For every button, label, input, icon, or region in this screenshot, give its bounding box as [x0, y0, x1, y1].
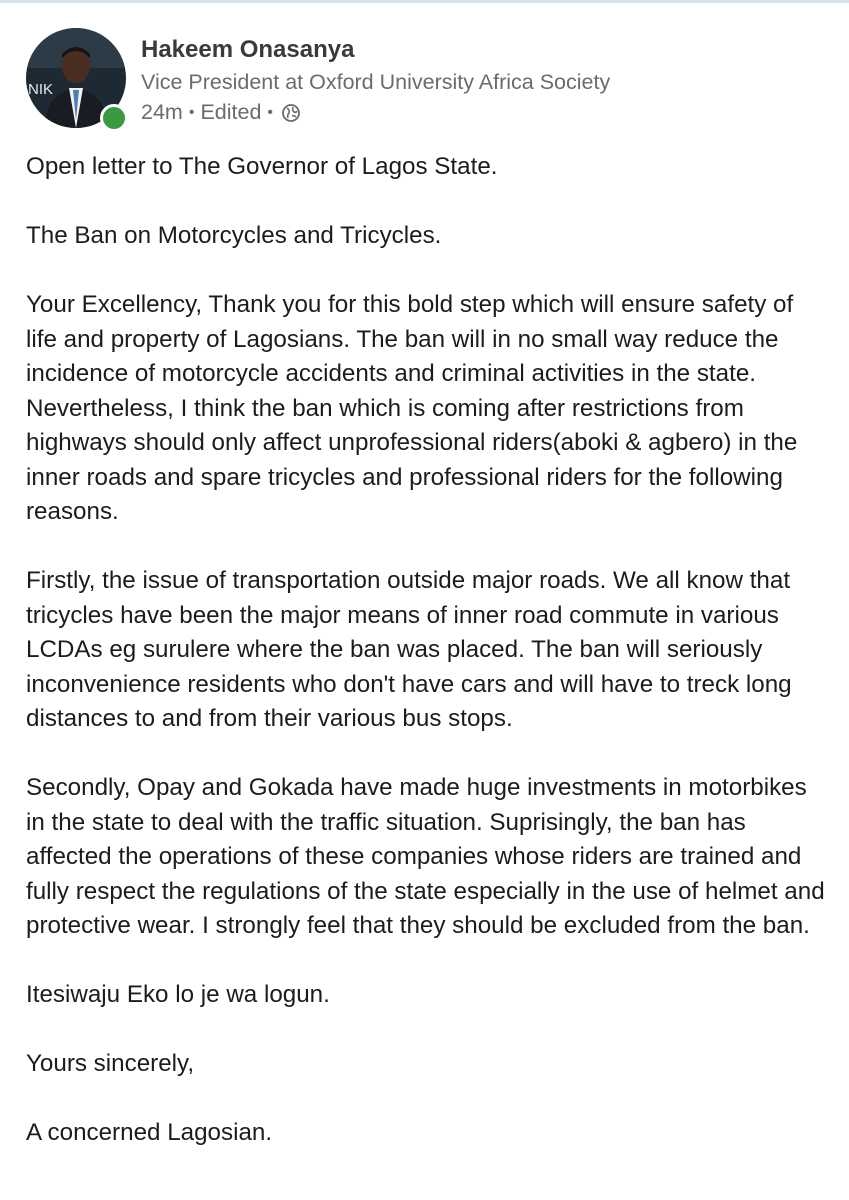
- edited-label: Edited: [200, 100, 262, 124]
- post-paragraph: The Ban on Motorcycles and Tricycles.: [26, 222, 442, 249]
- meta-separator: •: [267, 103, 274, 121]
- post-paragraph: Yours sincerely,: [26, 1050, 195, 1077]
- post-paragraph: Firstly, the issue of transportation outside major roads. We all know that tricycles have been the major means of inner road commute in various LCDAs eg surulere where the ban was placed. The ban will seriously inconvenience residents who don't have cars and will have to treck long distances to and from their various bus stops.: [26, 567, 792, 732]
- post-paragraph: A concerned Lagosian.: [26, 1119, 273, 1146]
- post-time: 24m: [141, 100, 183, 124]
- top-divider: [0, 0, 849, 3]
- post-paragraph: Secondly, Opay and Gokada have made huge investments in motorbikes in the state to deal with the traffic situation. Suprisingly, the ban has affected the operations of these companies whose riders are trained and fully respect the regulations of the state especially in the use of helmet and protective wear. I strongly feel that they should be excluded from the ban.: [26, 774, 825, 939]
- globe-icon: [281, 103, 301, 123]
- post-paragraph: Your Excellency, Thank you for this bold step which will ensure safety of life and property of Lagosians. The ban will in no small way reduce the incidence of motorcycle accidents and criminal activities in the state. Nevertheless, I think the ban which is coming after restrictions from highways should only affect unprofessional riders(aboki & agbero) in the inner roads and spare tricycles and professional riders for the following reasons.: [26, 291, 798, 525]
- avatar-text: NIK: [28, 81, 54, 98]
- author-name[interactable]: Hakeem Onasanya: [141, 36, 355, 63]
- post-body: [26, 150, 826, 1151]
- author-headline: Vice President at Oxford University Africa Society: [141, 70, 611, 94]
- post-header: [26, 28, 826, 132]
- online-status-dot: [100, 104, 128, 132]
- post-paragraph: Itesiwaju Eko lo je wa logun.: [26, 981, 330, 1008]
- post-meta: [141, 100, 301, 125]
- meta-separator: •: [188, 103, 195, 121]
- post-paragraph: Open letter to The Governor of Lagos State.: [26, 153, 498, 180]
